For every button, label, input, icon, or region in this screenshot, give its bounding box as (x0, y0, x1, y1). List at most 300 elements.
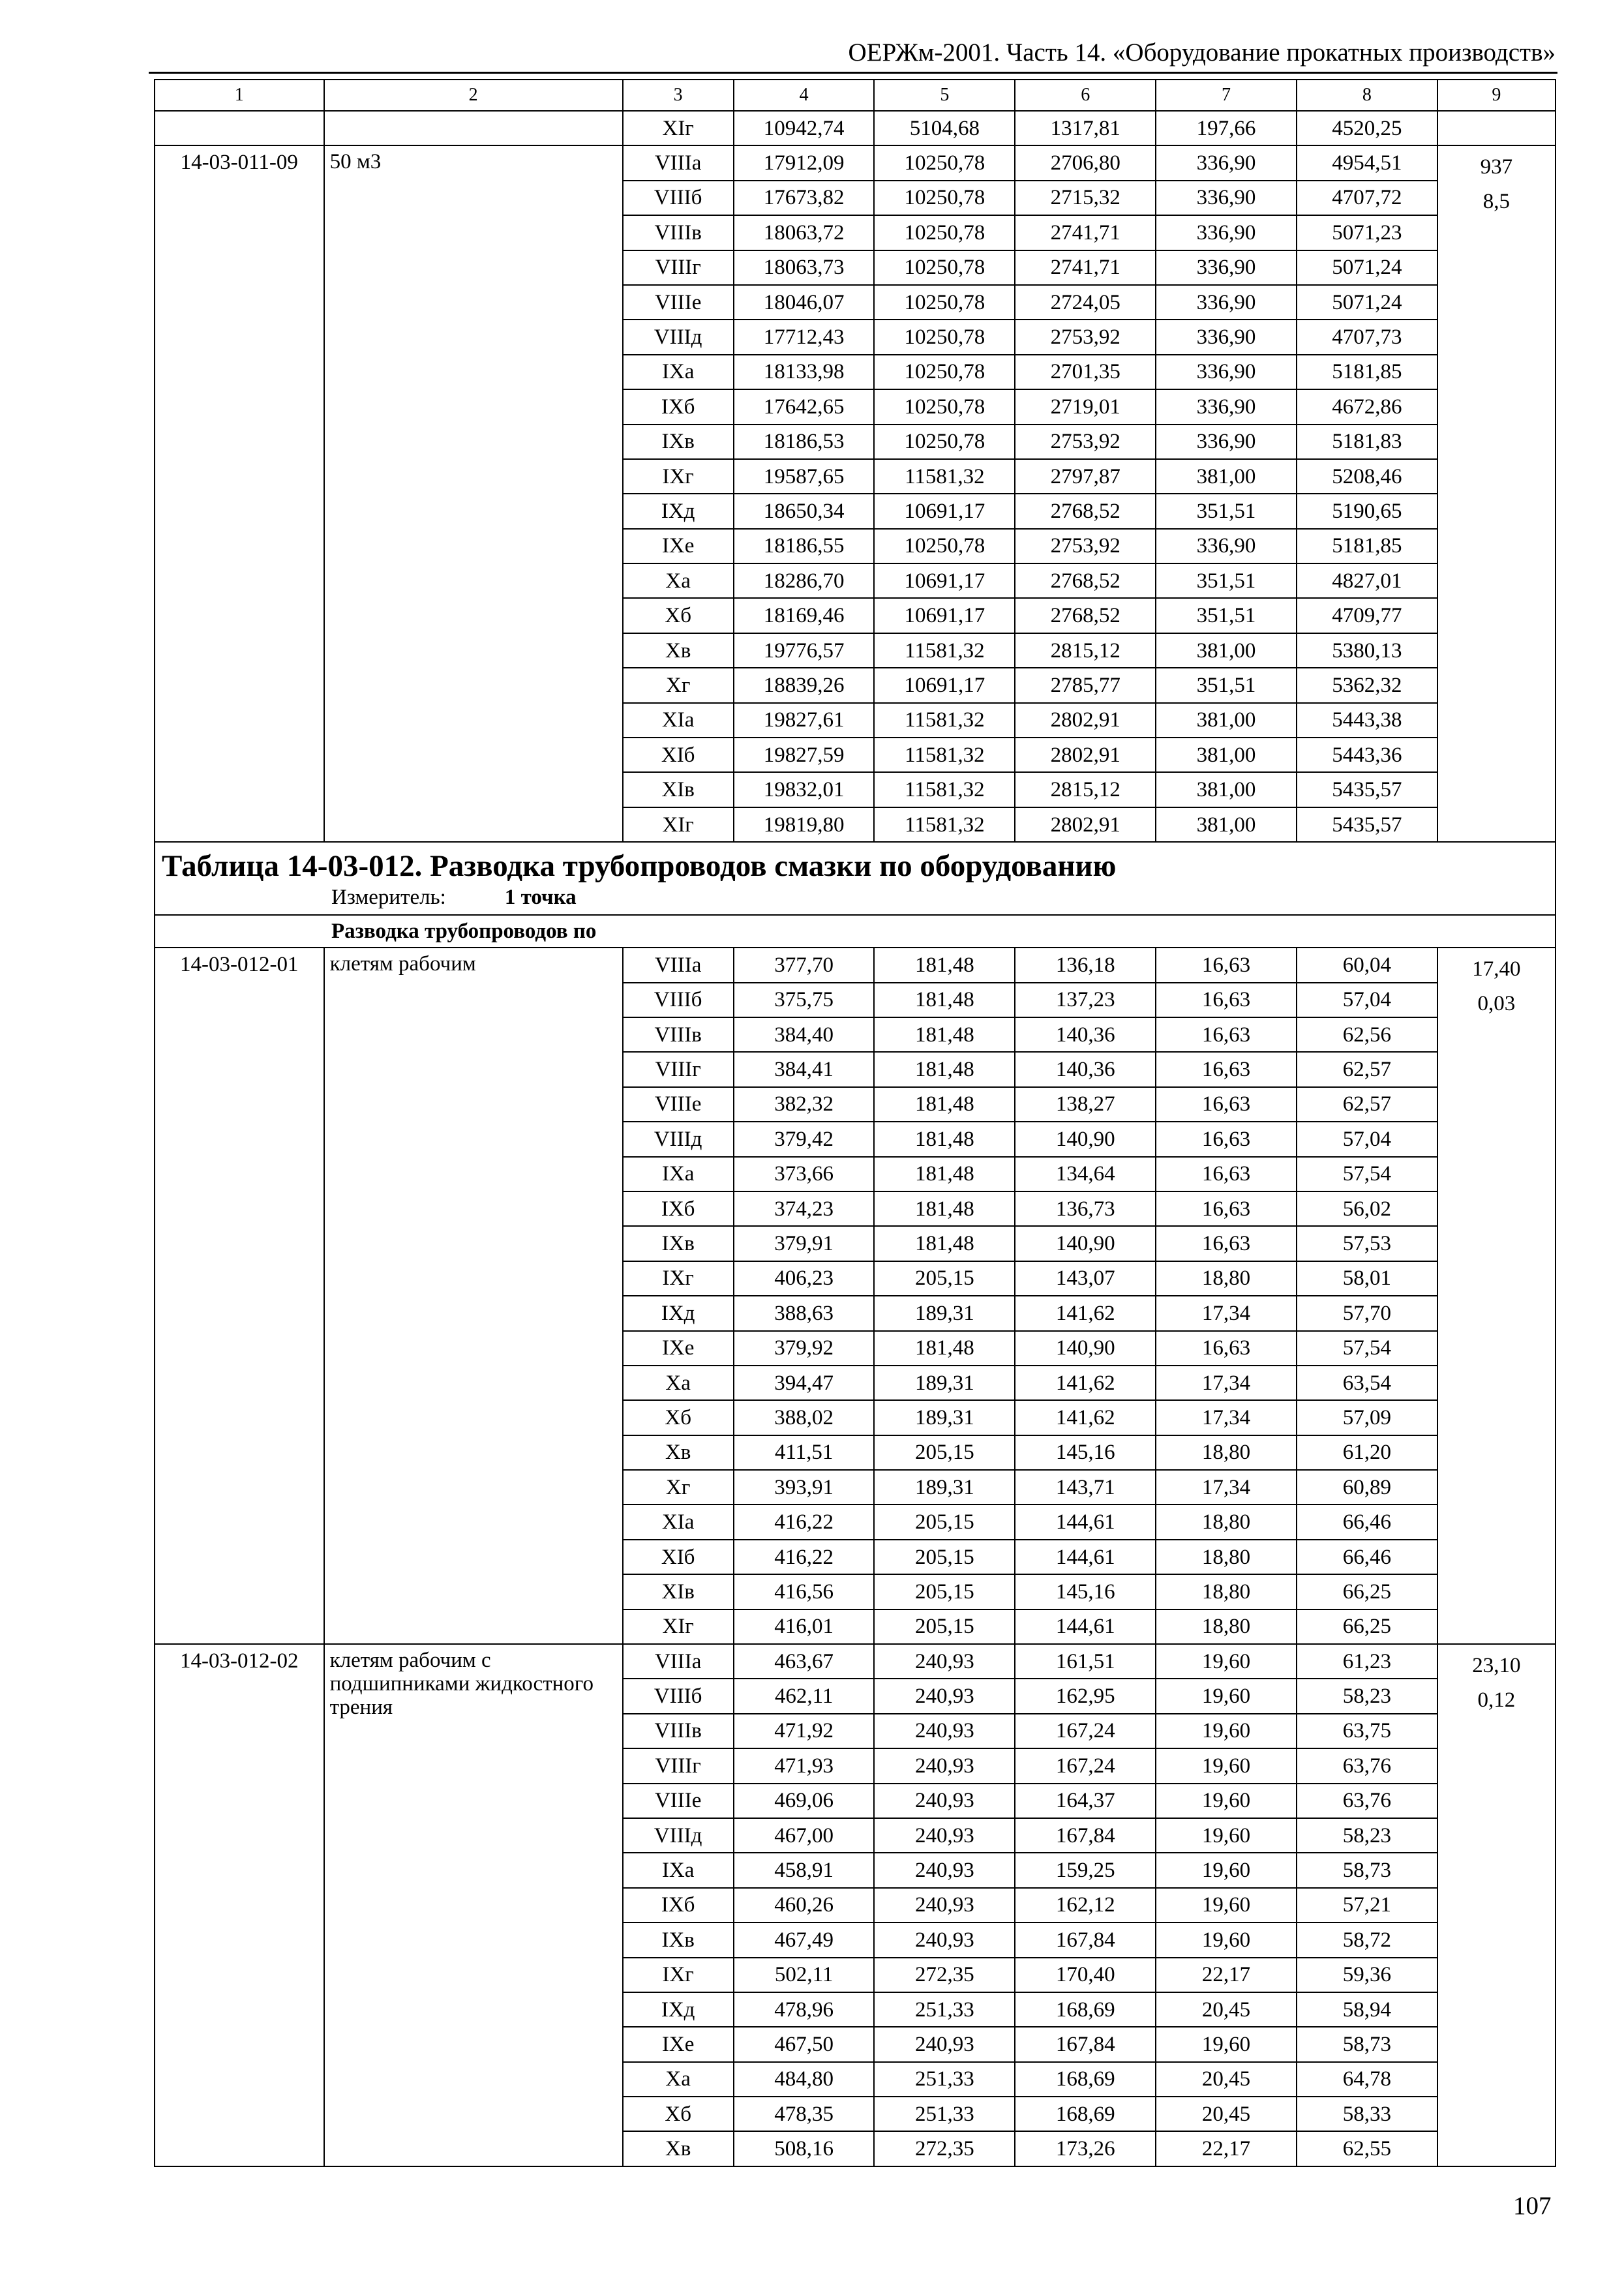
value-cell: 58,73 (1297, 1853, 1437, 1887)
table-row (155, 145, 1556, 180)
value-cell: 382,32 (734, 1087, 875, 1122)
value-cell: 388,02 (734, 1400, 875, 1435)
value-cell: 205,15 (874, 1540, 1015, 1574)
value-cell: 19,60 (1156, 1853, 1297, 1887)
value-cell: 2815,12 (1015, 772, 1156, 807)
page-number: 107 (1513, 2192, 1552, 2220)
category-cell: VIIIг (623, 1052, 734, 1086)
value-cell: 17,34 (1156, 1366, 1297, 1400)
value-cell: 2753,92 (1015, 320, 1156, 354)
value-cell: 416,01 (734, 1609, 875, 1644)
value-cell: 240,93 (874, 1818, 1015, 1853)
value-cell: 141,62 (1015, 1366, 1156, 1400)
value-cell: 145,16 (1015, 1435, 1156, 1470)
value-cell: 2802,91 (1015, 703, 1156, 738)
value-cell: 240,93 (874, 1644, 1015, 1679)
code-cell: 14-03-012-02 (155, 1644, 324, 2166)
code-cell: 14-03-011-09 (155, 145, 324, 842)
value-cell: 381,00 (1156, 459, 1297, 494)
value-cell: 16,63 (1156, 1157, 1297, 1191)
category-cell: XIа (623, 703, 734, 738)
value-cell: 2797,87 (1015, 459, 1156, 494)
value-cell: 416,22 (734, 1504, 875, 1539)
category-cell: XIг (623, 807, 734, 842)
category-cell: IXд (623, 494, 734, 528)
value-cell: 19827,61 (734, 703, 875, 738)
category-cell: Xб (623, 598, 734, 633)
value-cell: 10942,74 (734, 111, 875, 145)
category-cell: VIIIд (623, 320, 734, 354)
value-cell: 10250,78 (874, 181, 1015, 215)
value-cell: 471,93 (734, 1748, 875, 1783)
value-cell: 57,70 (1297, 1296, 1437, 1330)
value-cell: 18839,26 (734, 668, 875, 702)
value-cell: 162,12 (1015, 1888, 1156, 1922)
value-cell: 381,00 (1156, 738, 1297, 772)
value-cell: 19827,59 (734, 738, 875, 772)
category-cell: Xв (623, 1435, 734, 1470)
name-cell: 50 м3 (324, 145, 623, 842)
category-cell: IXд (623, 1296, 734, 1330)
value-cell: 16,63 (1156, 1122, 1297, 1156)
value-cell: 17,34 (1156, 1400, 1297, 1435)
value-cell: 141,62 (1015, 1400, 1156, 1435)
value-cell: 140,90 (1015, 1122, 1156, 1156)
value-cell: 16,63 (1156, 1191, 1297, 1226)
value-cell: 2815,12 (1015, 633, 1156, 668)
value-cell: 16,63 (1156, 1052, 1297, 1086)
value-cell: 416,56 (734, 1574, 875, 1609)
value-cell: 379,91 (734, 1226, 875, 1261)
column-number: 4 (734, 80, 875, 111)
value-cell: 16,63 (1156, 983, 1297, 1017)
value-cell: 240,93 (874, 1748, 1015, 1783)
value-cell: 20,45 (1156, 2062, 1297, 2097)
extra-cell (1437, 948, 1556, 1644)
value-cell: 57,04 (1297, 983, 1437, 1017)
value-cell: 66,25 (1297, 1574, 1437, 1609)
value-cell: 10250,78 (874, 285, 1015, 320)
value-cell: 10691,17 (874, 563, 1015, 598)
category-cell: VIIIв (623, 1017, 734, 1052)
value-cell: 379,42 (734, 1122, 875, 1156)
value-cell: 60,04 (1297, 948, 1437, 982)
value-cell: 10250,78 (874, 250, 1015, 285)
value-cell: 2706,80 (1015, 145, 1156, 180)
name-cell: клетям рабочим с подшипниками жидкостного трения (324, 1644, 623, 2166)
column-number: 3 (623, 80, 734, 111)
value-cell: 140,90 (1015, 1331, 1156, 1366)
category-cell: VIIIб (623, 181, 734, 215)
name-cell: клетям рабочим (324, 948, 623, 1644)
category-cell: VIIIг (623, 1748, 734, 1783)
value-cell: 167,24 (1015, 1714, 1156, 1748)
value-cell: 377,70 (734, 948, 875, 982)
value-cell: 2802,91 (1015, 738, 1156, 772)
value-cell: 478,96 (734, 1992, 875, 2027)
value-cell: 58,23 (1297, 1818, 1437, 1853)
category-cell: XIб (623, 1540, 734, 1574)
category-cell: IXа (623, 1853, 734, 1887)
value-cell: 189,31 (874, 1400, 1015, 1435)
category-cell: IXе (623, 2027, 734, 2061)
value-cell: 57,21 (1297, 1888, 1437, 1922)
value-cell: 4827,01 (1297, 563, 1437, 598)
value-cell: 5181,83 (1297, 425, 1437, 459)
value-cell: 374,23 (734, 1191, 875, 1226)
value-cell: 10250,78 (874, 145, 1015, 180)
value-cell: 5181,85 (1297, 355, 1437, 389)
value-cell: 373,66 (734, 1157, 875, 1191)
category-cell: XIв (623, 772, 734, 807)
value-cell: 19,60 (1156, 1888, 1297, 1922)
value-cell: 2741,71 (1015, 250, 1156, 285)
value-cell: 240,93 (874, 1922, 1015, 1957)
value-cell: 16,63 (1156, 1226, 1297, 1261)
rates-table (154, 79, 1556, 2167)
value-cell: 18133,98 (734, 355, 875, 389)
value-cell: 17642,65 (734, 389, 875, 424)
value-cell: 58,73 (1297, 2027, 1437, 2061)
value-cell: 5071,24 (1297, 250, 1437, 285)
value-cell: 5181,85 (1297, 529, 1437, 563)
value-cell: 394,47 (734, 1366, 875, 1400)
value-cell: 20,45 (1156, 1992, 1297, 2027)
value-cell: 388,63 (734, 1296, 875, 1330)
value-cell: 205,15 (874, 1574, 1015, 1609)
value-cell: 19,60 (1156, 1748, 1297, 1783)
value-cell: 467,49 (734, 1922, 875, 1957)
value-cell: 272,35 (874, 1958, 1015, 1992)
value-cell: 16,63 (1156, 1087, 1297, 1122)
value-cell: 2785,77 (1015, 668, 1156, 702)
value-cell: 18169,46 (734, 598, 875, 633)
value-cell: 10250,78 (874, 425, 1015, 459)
value-cell: 4672,86 (1297, 389, 1437, 424)
value-cell: 63,76 (1297, 1748, 1437, 1783)
category-cell: Xа (623, 563, 734, 598)
value-cell: 167,84 (1015, 1922, 1156, 1957)
column-number: 1 (155, 80, 324, 111)
value-cell: 16,63 (1156, 948, 1297, 982)
value-cell: 18,80 (1156, 1609, 1297, 1644)
category-cell: Xа (623, 1366, 734, 1400)
value-cell: 18046,07 (734, 285, 875, 320)
value-cell: 19587,65 (734, 459, 875, 494)
value-cell: 458,91 (734, 1853, 875, 1887)
value-cell: 63,54 (1297, 1366, 1437, 1400)
value-cell: 167,84 (1015, 1818, 1156, 1853)
column-number: 5 (874, 80, 1015, 111)
value-cell: 351,51 (1156, 563, 1297, 598)
value-cell: 167,84 (1015, 2027, 1156, 2061)
value-cell: 1317,81 (1015, 111, 1156, 145)
value-cell: 181,48 (874, 1122, 1015, 1156)
measure-line (162, 884, 1555, 910)
value-cell: 58,94 (1297, 1992, 1437, 2027)
value-cell: 351,51 (1156, 668, 1297, 702)
value-cell: 19,60 (1156, 1714, 1297, 1748)
value-cell: 467,50 (734, 2027, 875, 2061)
value-cell: 22,17 (1156, 1958, 1297, 1992)
value-cell: 19,60 (1156, 2027, 1297, 2061)
value-cell: 141,62 (1015, 1296, 1156, 1330)
running-header: ОЕРЖм-2001. Часть 14. «Оборудование прокатных производств» (848, 38, 1556, 67)
value-cell: 11581,32 (874, 703, 1015, 738)
measure-label: Измеритель: (331, 886, 446, 910)
value-cell: 168,69 (1015, 2062, 1156, 2097)
carry-over-row (155, 111, 1556, 145)
value-cell: 137,23 (1015, 983, 1156, 1017)
value-cell: 11581,32 (874, 633, 1015, 668)
value-cell: 18186,55 (734, 529, 875, 563)
value-cell: 10691,17 (874, 494, 1015, 528)
category-cell: VIIIд (623, 1122, 734, 1156)
value-cell: 63,75 (1297, 1714, 1437, 1748)
value-cell: 58,72 (1297, 1922, 1437, 1957)
value-cell: 205,15 (874, 1261, 1015, 1296)
value-cell: 66,25 (1297, 1609, 1437, 1644)
value-cell: 66,46 (1297, 1540, 1437, 1574)
column-number: 6 (1015, 80, 1156, 111)
category-cell: Xв (623, 2131, 734, 2166)
value-cell: 336,90 (1156, 285, 1297, 320)
value-cell: 59,36 (1297, 1958, 1437, 1992)
category-cell: IXб (623, 389, 734, 424)
value-cell: 240,93 (874, 2027, 1015, 2061)
category-cell: IXг (623, 459, 734, 494)
value-cell: 18,80 (1156, 1435, 1297, 1470)
value-cell: 251,33 (874, 2097, 1015, 2131)
measure-value: 1 точка (504, 886, 577, 910)
value-cell: 471,92 (734, 1714, 875, 1748)
value-cell: 10250,78 (874, 320, 1015, 354)
value-cell: 2802,91 (1015, 807, 1156, 842)
value-cell: 240,93 (874, 1853, 1015, 1887)
value-cell: 508,16 (734, 2131, 875, 2166)
value-cell: 5443,36 (1297, 738, 1437, 772)
value-cell: 10250,78 (874, 389, 1015, 424)
value-cell: 20,45 (1156, 2097, 1297, 2131)
value-cell: 336,90 (1156, 145, 1297, 180)
value-cell: 11581,32 (874, 459, 1015, 494)
value-cell: 60,89 (1297, 1470, 1437, 1504)
value-cell: 61,23 (1297, 1644, 1437, 1679)
value-cell: 181,48 (874, 983, 1015, 1017)
value-cell: 181,48 (874, 1087, 1015, 1122)
category-cell: VIIIа (623, 1644, 734, 1679)
category-cell: IXб (623, 1888, 734, 1922)
value-cell: 4954,51 (1297, 145, 1437, 180)
category-cell: IXа (623, 1157, 734, 1191)
value-cell: 467,00 (734, 1818, 875, 1853)
value-cell: 189,31 (874, 1470, 1015, 1504)
category-cell: IXг (623, 1958, 734, 1992)
value-cell: 162,95 (1015, 1679, 1156, 1713)
value-cell: 57,09 (1297, 1400, 1437, 1435)
category-cell: IXв (623, 1226, 734, 1261)
category-cell: XIа (623, 1504, 734, 1539)
value-cell: 10250,78 (874, 355, 1015, 389)
value-cell: 381,00 (1156, 703, 1297, 738)
value-cell: 138,27 (1015, 1087, 1156, 1122)
value-cell: 384,41 (734, 1052, 875, 1086)
value-cell: 189,31 (874, 1296, 1015, 1330)
value-cell: 5071,23 (1297, 215, 1437, 250)
value-cell: 469,06 (734, 1784, 875, 1818)
value-cell: 351,51 (1156, 598, 1297, 633)
value-cell: 164,37 (1015, 1784, 1156, 1818)
value-cell: 416,22 (734, 1540, 875, 1574)
value-cell: 19776,57 (734, 633, 875, 668)
column-number: 9 (1437, 80, 1556, 111)
value-cell: 57,04 (1297, 1122, 1437, 1156)
block-14-03-011-09 (155, 145, 1556, 842)
category-cell: Xа (623, 2062, 734, 2097)
category-cell: Xб (623, 2097, 734, 2131)
value-cell: 381,00 (1156, 807, 1297, 842)
value-cell: 17673,82 (734, 181, 875, 215)
value-cell: 336,90 (1156, 529, 1297, 563)
category-cell: VIIIе (623, 1087, 734, 1122)
value-cell: 336,90 (1156, 250, 1297, 285)
value-cell: 57,53 (1297, 1226, 1437, 1261)
value-cell: 2715,32 (1015, 181, 1156, 215)
category-cell: Xб (623, 1400, 734, 1435)
category-cell: XIг (623, 1609, 734, 1644)
value-cell: 58,33 (1297, 2097, 1437, 2131)
value-cell: 17,34 (1156, 1470, 1297, 1504)
value-cell: 181,48 (874, 1226, 1015, 1261)
value-cell: 2719,01 (1015, 389, 1156, 424)
value-cell: 4709,77 (1297, 598, 1437, 633)
value-cell: 462,11 (734, 1679, 875, 1713)
value-cell: 478,35 (734, 2097, 875, 2131)
value-cell: 381,00 (1156, 772, 1297, 807)
value-cell: 181,48 (874, 1157, 1015, 1191)
extra-cell (1437, 1644, 1556, 2166)
value-cell: 4707,72 (1297, 181, 1437, 215)
value-cell: 134,64 (1015, 1157, 1156, 1191)
category-cell: IXг (623, 1261, 734, 1296)
category-cell: XIв (623, 1574, 734, 1609)
value-cell: 17712,43 (734, 320, 875, 354)
extra-value: 23,10 (1472, 1654, 1521, 1678)
empty-cell (324, 111, 623, 145)
value-cell: 272,35 (874, 2131, 1015, 2166)
value-cell: 18186,53 (734, 425, 875, 459)
table-title: Таблица 14-03-012. Разводка трубопроводов смазки по оборудованию (162, 849, 1117, 884)
category-cell: IXд (623, 1992, 734, 2027)
value-cell: 484,80 (734, 2062, 875, 2097)
extra-value: 8,5 (1482, 190, 1510, 214)
table-row (155, 948, 1556, 982)
category-cell: IXв (623, 425, 734, 459)
value-cell: 18650,34 (734, 494, 875, 528)
value-cell: 2724,05 (1015, 285, 1156, 320)
category-cell: Xг (623, 668, 734, 702)
extra-value: 0,12 (1477, 1688, 1516, 1713)
value-cell: 143,07 (1015, 1261, 1156, 1296)
value-cell: 460,26 (734, 1888, 875, 1922)
value-cell: 16,63 (1156, 1331, 1297, 1366)
category-cell: XIг (623, 111, 734, 145)
value-cell: 143,71 (1015, 1470, 1156, 1504)
value-cell: 406,23 (734, 1261, 875, 1296)
value-cell: 173,26 (1015, 2131, 1156, 2166)
value-cell: 140,90 (1015, 1226, 1156, 1261)
value-cell: 58,23 (1297, 1679, 1437, 1713)
extra-value: 17,40 (1472, 957, 1521, 981)
table-title-cell (155, 842, 1556, 915)
value-cell: 2741,71 (1015, 215, 1156, 250)
value-cell: 170,40 (1015, 1958, 1156, 1992)
value-cell: 251,33 (874, 1992, 1015, 2027)
value-cell: 17,34 (1156, 1296, 1297, 1330)
value-cell: 240,93 (874, 1784, 1015, 1818)
value-cell: 17912,09 (734, 145, 875, 180)
value-cell: 161,51 (1015, 1644, 1156, 1679)
value-cell: 136,18 (1015, 948, 1156, 982)
category-cell: IXе (623, 1331, 734, 1366)
value-cell: 10250,78 (874, 215, 1015, 250)
value-cell: 18,80 (1156, 1504, 1297, 1539)
category-cell: VIIIе (623, 1784, 734, 1818)
value-cell: 181,48 (874, 1017, 1015, 1052)
value-cell: 168,69 (1015, 1992, 1156, 2027)
value-cell: 61,20 (1297, 1435, 1437, 1470)
value-cell: 62,55 (1297, 2131, 1437, 2166)
value-cell: 463,67 (734, 1644, 875, 1679)
value-cell: 62,57 (1297, 1087, 1437, 1122)
value-cell: 5435,57 (1297, 772, 1437, 807)
value-cell: 5071,24 (1297, 285, 1437, 320)
value-cell: 11581,32 (874, 738, 1015, 772)
value-cell: 375,75 (734, 983, 875, 1017)
value-cell: 64,78 (1297, 2062, 1437, 2097)
category-cell: IXа (623, 355, 734, 389)
column-number: 8 (1297, 80, 1437, 111)
section-heading: Разводка трубопроводов по (155, 915, 1556, 948)
value-cell: 240,93 (874, 1714, 1015, 1748)
value-cell: 336,90 (1156, 320, 1297, 354)
category-cell: VIIIб (623, 1679, 734, 1713)
value-cell: 205,15 (874, 1609, 1015, 1644)
value-cell: 19,60 (1156, 1922, 1297, 1957)
extra-cell (1437, 145, 1556, 842)
value-cell: 384,40 (734, 1017, 875, 1052)
value-cell: 251,33 (874, 2062, 1015, 2097)
category-cell: VIIIе (623, 285, 734, 320)
value-cell: 168,69 (1015, 2097, 1156, 2131)
column-number: 7 (1156, 80, 1297, 111)
value-cell: 181,48 (874, 1191, 1015, 1226)
value-cell: 63,76 (1297, 1784, 1437, 1818)
value-cell: 18286,70 (734, 563, 875, 598)
empty-cell (155, 111, 324, 145)
value-cell: 11581,32 (874, 807, 1015, 842)
value-cell: 140,36 (1015, 1017, 1156, 1052)
value-cell: 22,17 (1156, 2131, 1297, 2166)
value-cell: 19,60 (1156, 1818, 1297, 1853)
value-cell: 167,24 (1015, 1748, 1156, 1783)
value-cell: 336,90 (1156, 425, 1297, 459)
value-cell: 189,31 (874, 1366, 1015, 1400)
value-cell: 19819,80 (734, 807, 875, 842)
value-cell: 181,48 (874, 1052, 1015, 1086)
value-cell: 159,25 (1015, 1853, 1156, 1887)
category-cell: VIIIа (623, 948, 734, 982)
